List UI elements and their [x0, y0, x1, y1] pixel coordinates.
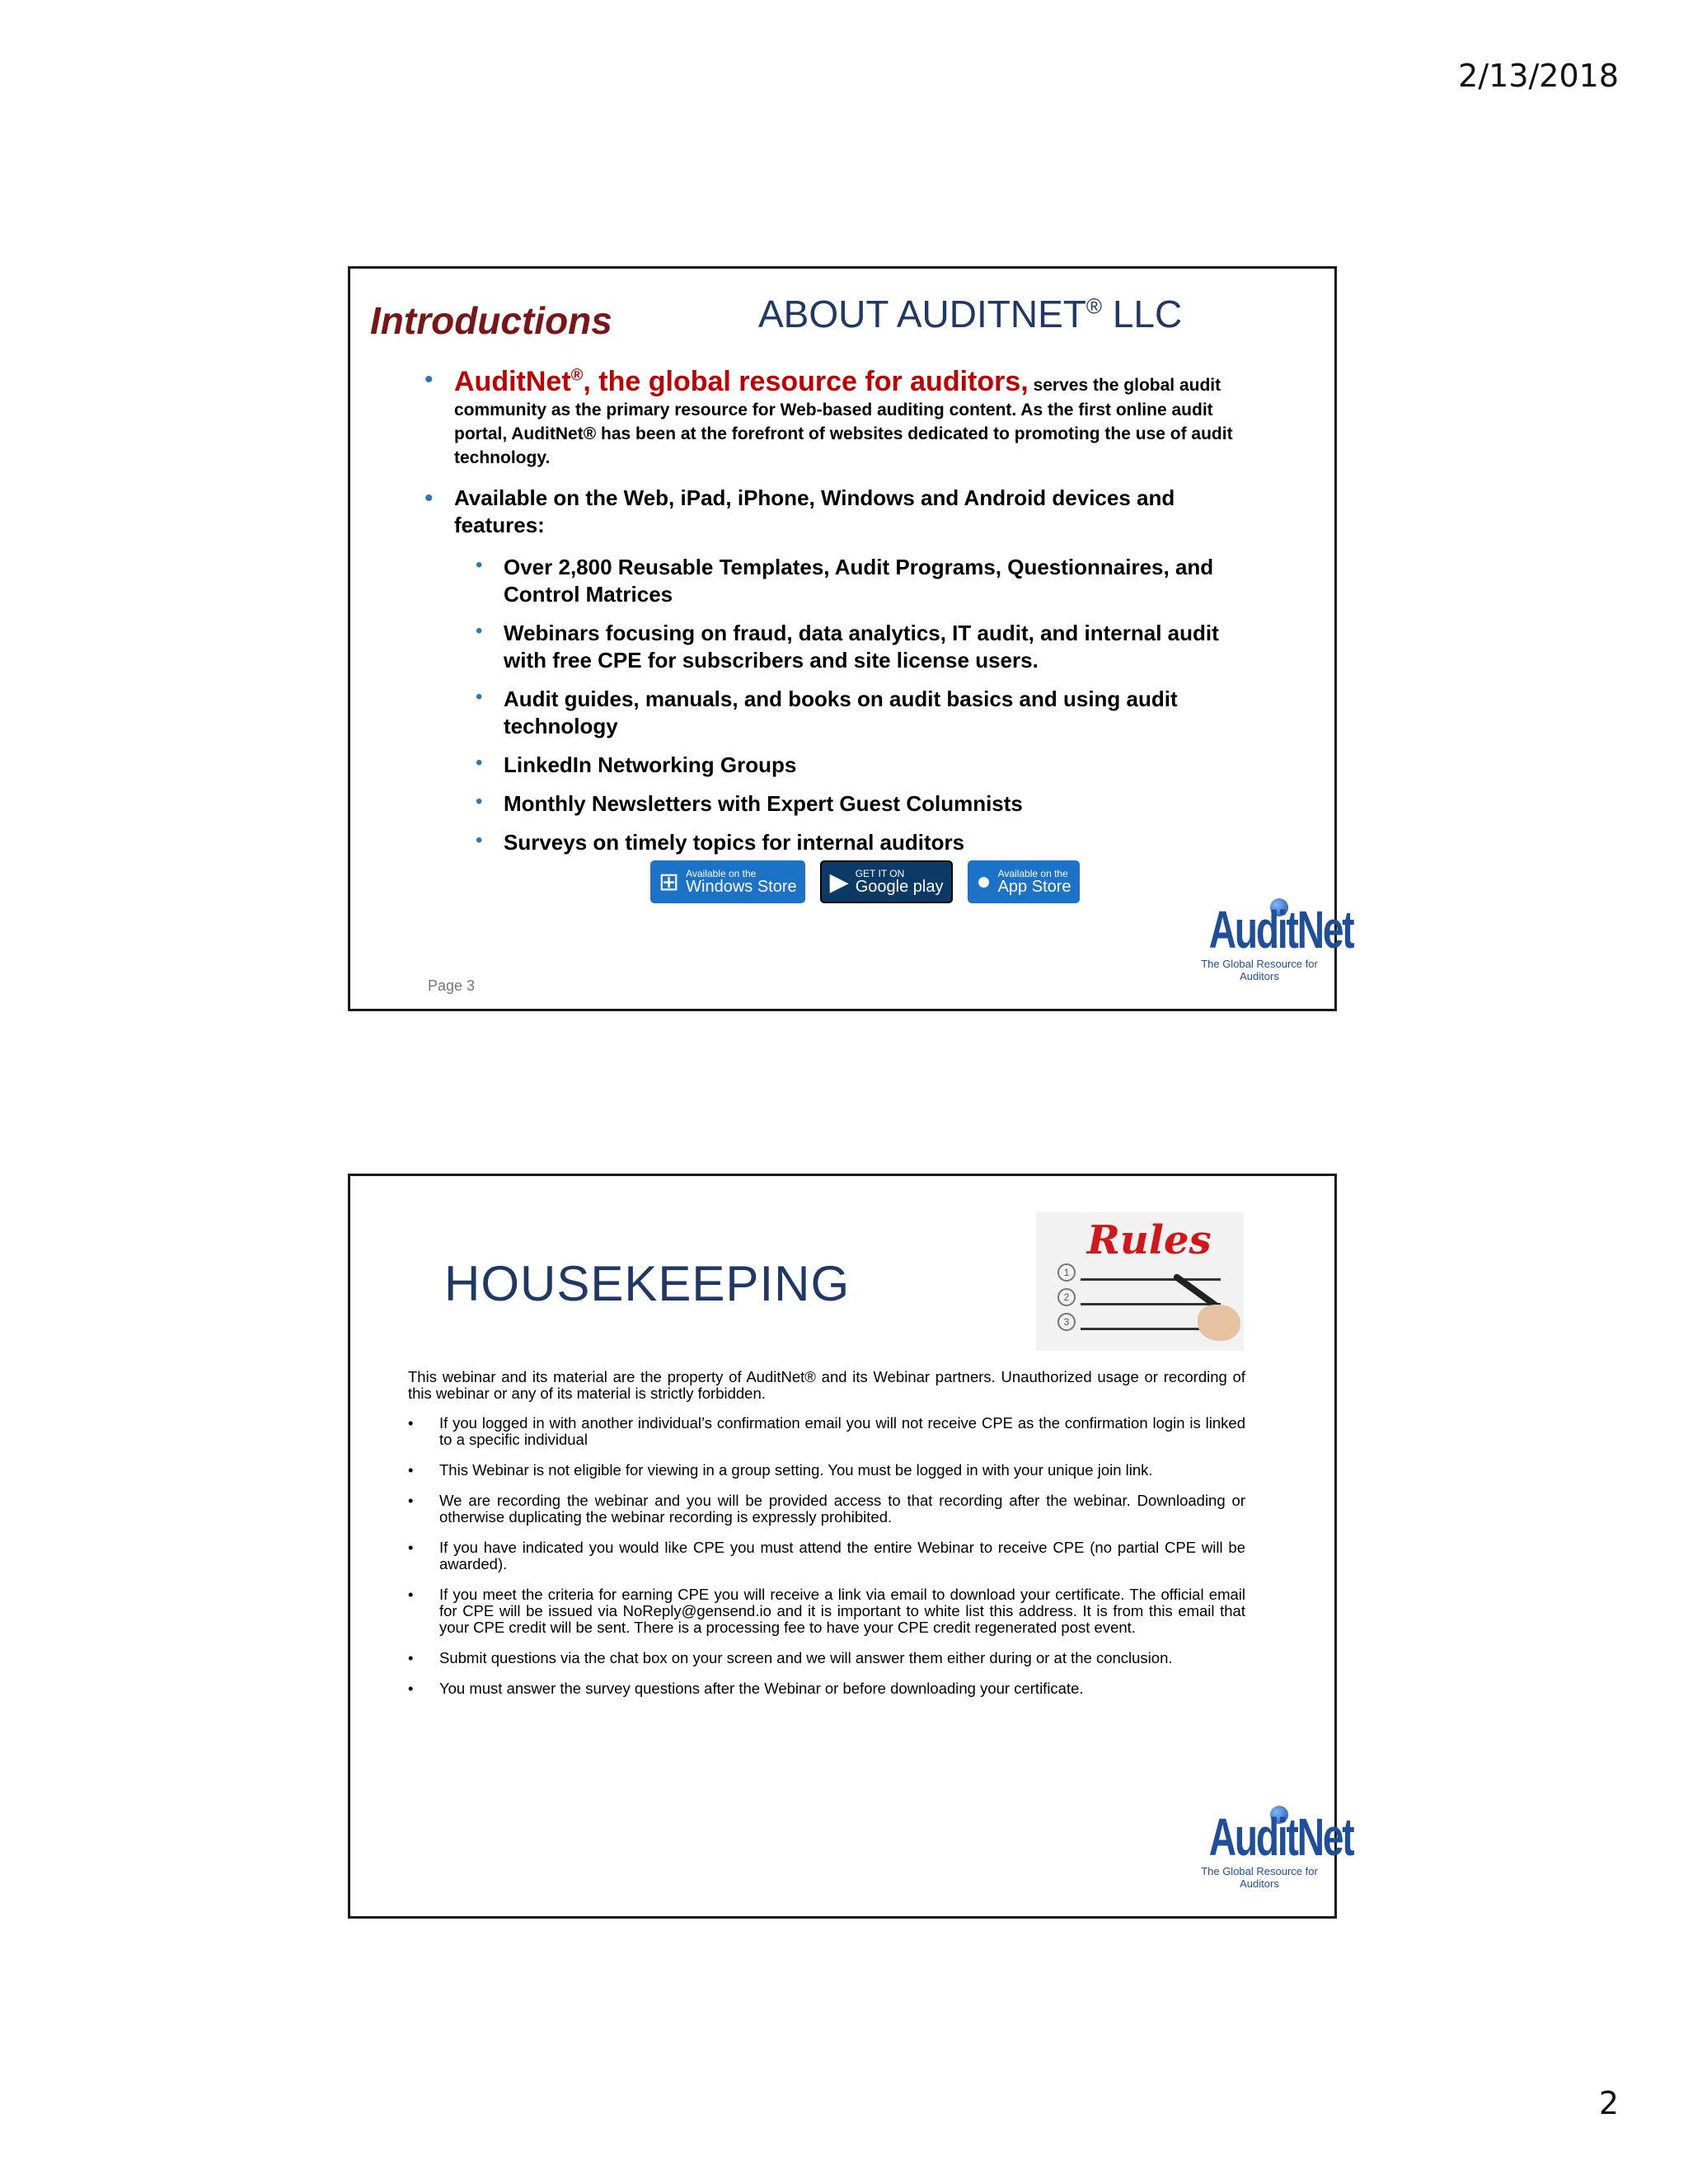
list-item [408, 1650, 1245, 1666]
sub-bullet-text: Audit guides, manuals, and books on audit basics and using audit technology [504, 687, 1178, 738]
title-suffix: LLC [1102, 293, 1183, 335]
bullet-icon: • [408, 1680, 414, 1697]
slide-about-auditnet [348, 266, 1353, 1011]
list-item-text: If you have indicated you would like CPE you must attend the entire Webinar to receive CPE (no partial CPE will be awarded). [439, 1539, 1245, 1572]
list-item [408, 1586, 1245, 1636]
slide-title: HOUSEKEEPING [444, 1256, 851, 1311]
list-item-text: We are recording the webinar and you will be provided access to that recording after the webinar. Downloading or otherwise duplicating the webinar recording is expressly prohibited. [439, 1492, 1245, 1526]
list-item-text: This Webinar is not eligible for viewing in a group setting. You must be logged in with your unique join link. [439, 1461, 1153, 1479]
rules-list [408, 1415, 1245, 1711]
list-item [424, 366, 1245, 470]
rules-number: 1 [1057, 1263, 1076, 1282]
bullet-icon: • [408, 1414, 414, 1432]
rules-image [1036, 1212, 1244, 1351]
rules-number: 2 [1057, 1288, 1076, 1306]
list-item [408, 1415, 1245, 1448]
sub-bullet-text: LinkedIn Networking Groups [504, 752, 797, 777]
list-item-text: If you meet the criteria for earning CPE you will receive a link via email to download your certificate. The official email for CPE will be issued via NoReply@gensend.io and it is important to white list this address. It is from this email that your CPE credit will be sent. There is a processing fee to have your CPE credit regenerated post event. [439, 1586, 1245, 1636]
badge-small-text: GET IT ON [855, 868, 905, 879]
brand-lead-rest: , the global resource for auditors, [583, 366, 1029, 397]
apple-icon: ● [976, 868, 992, 895]
sub-bullet-text: Over 2,800 Reusable Templates, Audit Programs, Questionnaires, and Control Matrices [504, 555, 1214, 607]
bullet-icon: • [476, 686, 483, 708]
list-item [408, 1540, 1245, 1572]
bullet-icon: • [408, 1461, 414, 1479]
badge-big-text: App Store [997, 878, 1071, 896]
registered-mark: ® [1085, 293, 1103, 319]
badge-big-text: Windows Store [686, 878, 797, 896]
auditnet-logo [1189, 900, 1353, 982]
list-item [408, 1493, 1245, 1526]
bullet-icon: • [408, 1492, 414, 1509]
list-item [408, 1462, 1245, 1479]
logo-name: AuditNet [1208, 1807, 1353, 1867]
logo-tagline: The Global Resource for Auditors [1201, 958, 1318, 982]
bullet-icon: • [476, 790, 483, 813]
badge-big-text: Google play [855, 878, 944, 896]
sub-bullet-text: Monthly Newsletters with Expert Guest Columnists [504, 791, 1023, 816]
rules-line [1081, 1278, 1221, 1281]
bullet-icon: • [408, 1649, 414, 1666]
sub-bullet-text: Webinars focusing on fraud, data analytics, IT audit, and internal audit with free CPE for subscribers and site license users. [504, 621, 1219, 673]
sub-list-item [476, 752, 1245, 779]
bullet-icon: • [476, 620, 483, 642]
sub-list-item [476, 829, 1245, 856]
intro-paragraph: This webinar and its material are the property of AuditNet® and its Webinar partners. Unauthorized usage or recording of this webinar or any of its material is strictly forbidden. [408, 1368, 1245, 1402]
registered-mark: ® [570, 366, 584, 385]
sub-list-item [476, 620, 1245, 674]
brand-name: AuditNet [454, 366, 571, 397]
title-text: ABOUT AUDITNET [758, 293, 1086, 335]
page-number: 2 [1598, 2085, 1619, 2121]
brand-lead [454, 366, 1029, 397]
windows-icon: ⊞ [659, 868, 680, 896]
rules-word: Rules [1087, 1217, 1212, 1263]
document-date: 2/13/2018 [1458, 58, 1619, 94]
rules-line [1081, 1303, 1221, 1305]
windows-store-badge[interactable] [650, 860, 805, 903]
bullet-icon: • [408, 1539, 414, 1556]
sub-bullet-text: Surveys on timely topics for internal auditors [504, 830, 965, 855]
sub-list-item [476, 790, 1245, 818]
rules-number: 3 [1057, 1313, 1076, 1331]
badge-small-text: Available on the [686, 868, 757, 879]
app-store-badge[interactable] [968, 860, 1079, 903]
hand-icon [1198, 1305, 1240, 1341]
google-play-badge[interactable] [820, 860, 954, 903]
bullet-text: Available on the Web, iPad, iPhone, Windows and Android devices and features: [454, 485, 1175, 537]
bullet-icon: • [408, 1586, 414, 1603]
sub-list-item [476, 554, 1245, 608]
auditnet-logo [1189, 1807, 1353, 1890]
list-item-text: Submit questions via the chat box on your screen and we will answer them either during or at the conclusion. [439, 1649, 1173, 1666]
logo-tagline: The Global Resource for Auditors [1201, 1865, 1318, 1890]
logo-name: AuditNet [1208, 900, 1353, 959]
bullet-icon: • [476, 554, 483, 576]
google-play-icon: ▶ [829, 868, 849, 896]
slide-page-label: Page 3 [428, 977, 476, 994]
bullet-icon: • [476, 752, 483, 774]
store-badges [650, 860, 1080, 903]
list-item-text: If you logged in with another individual’s confirmation email you will not receive CPE as the confirmation login is linked to a specific individual [439, 1414, 1245, 1448]
list-item [424, 485, 1245, 539]
slide-heading: Introductions [370, 299, 612, 342]
bullet-list [350, 366, 1339, 868]
badge-small-text: Available on the [997, 868, 1068, 879]
slide-housekeeping [348, 1174, 1353, 1919]
slide-title [758, 292, 1182, 336]
bullet-icon: • [476, 829, 483, 851]
bullet-text: serves the global audit community as the primary resource for Web-based auditing content. As the first online audit portal, AuditNet® has been at the forefront of websites dedicated to promoting the use of audit technology. [454, 376, 1233, 467]
sub-list-item [476, 686, 1245, 740]
list-item [408, 1680, 1245, 1697]
bullet-icon: • [424, 366, 434, 393]
bullet-icon: • [424, 485, 434, 512]
list-item-text: You must answer the survey questions after the Webinar or before downloading your certificate. [439, 1680, 1084, 1697]
